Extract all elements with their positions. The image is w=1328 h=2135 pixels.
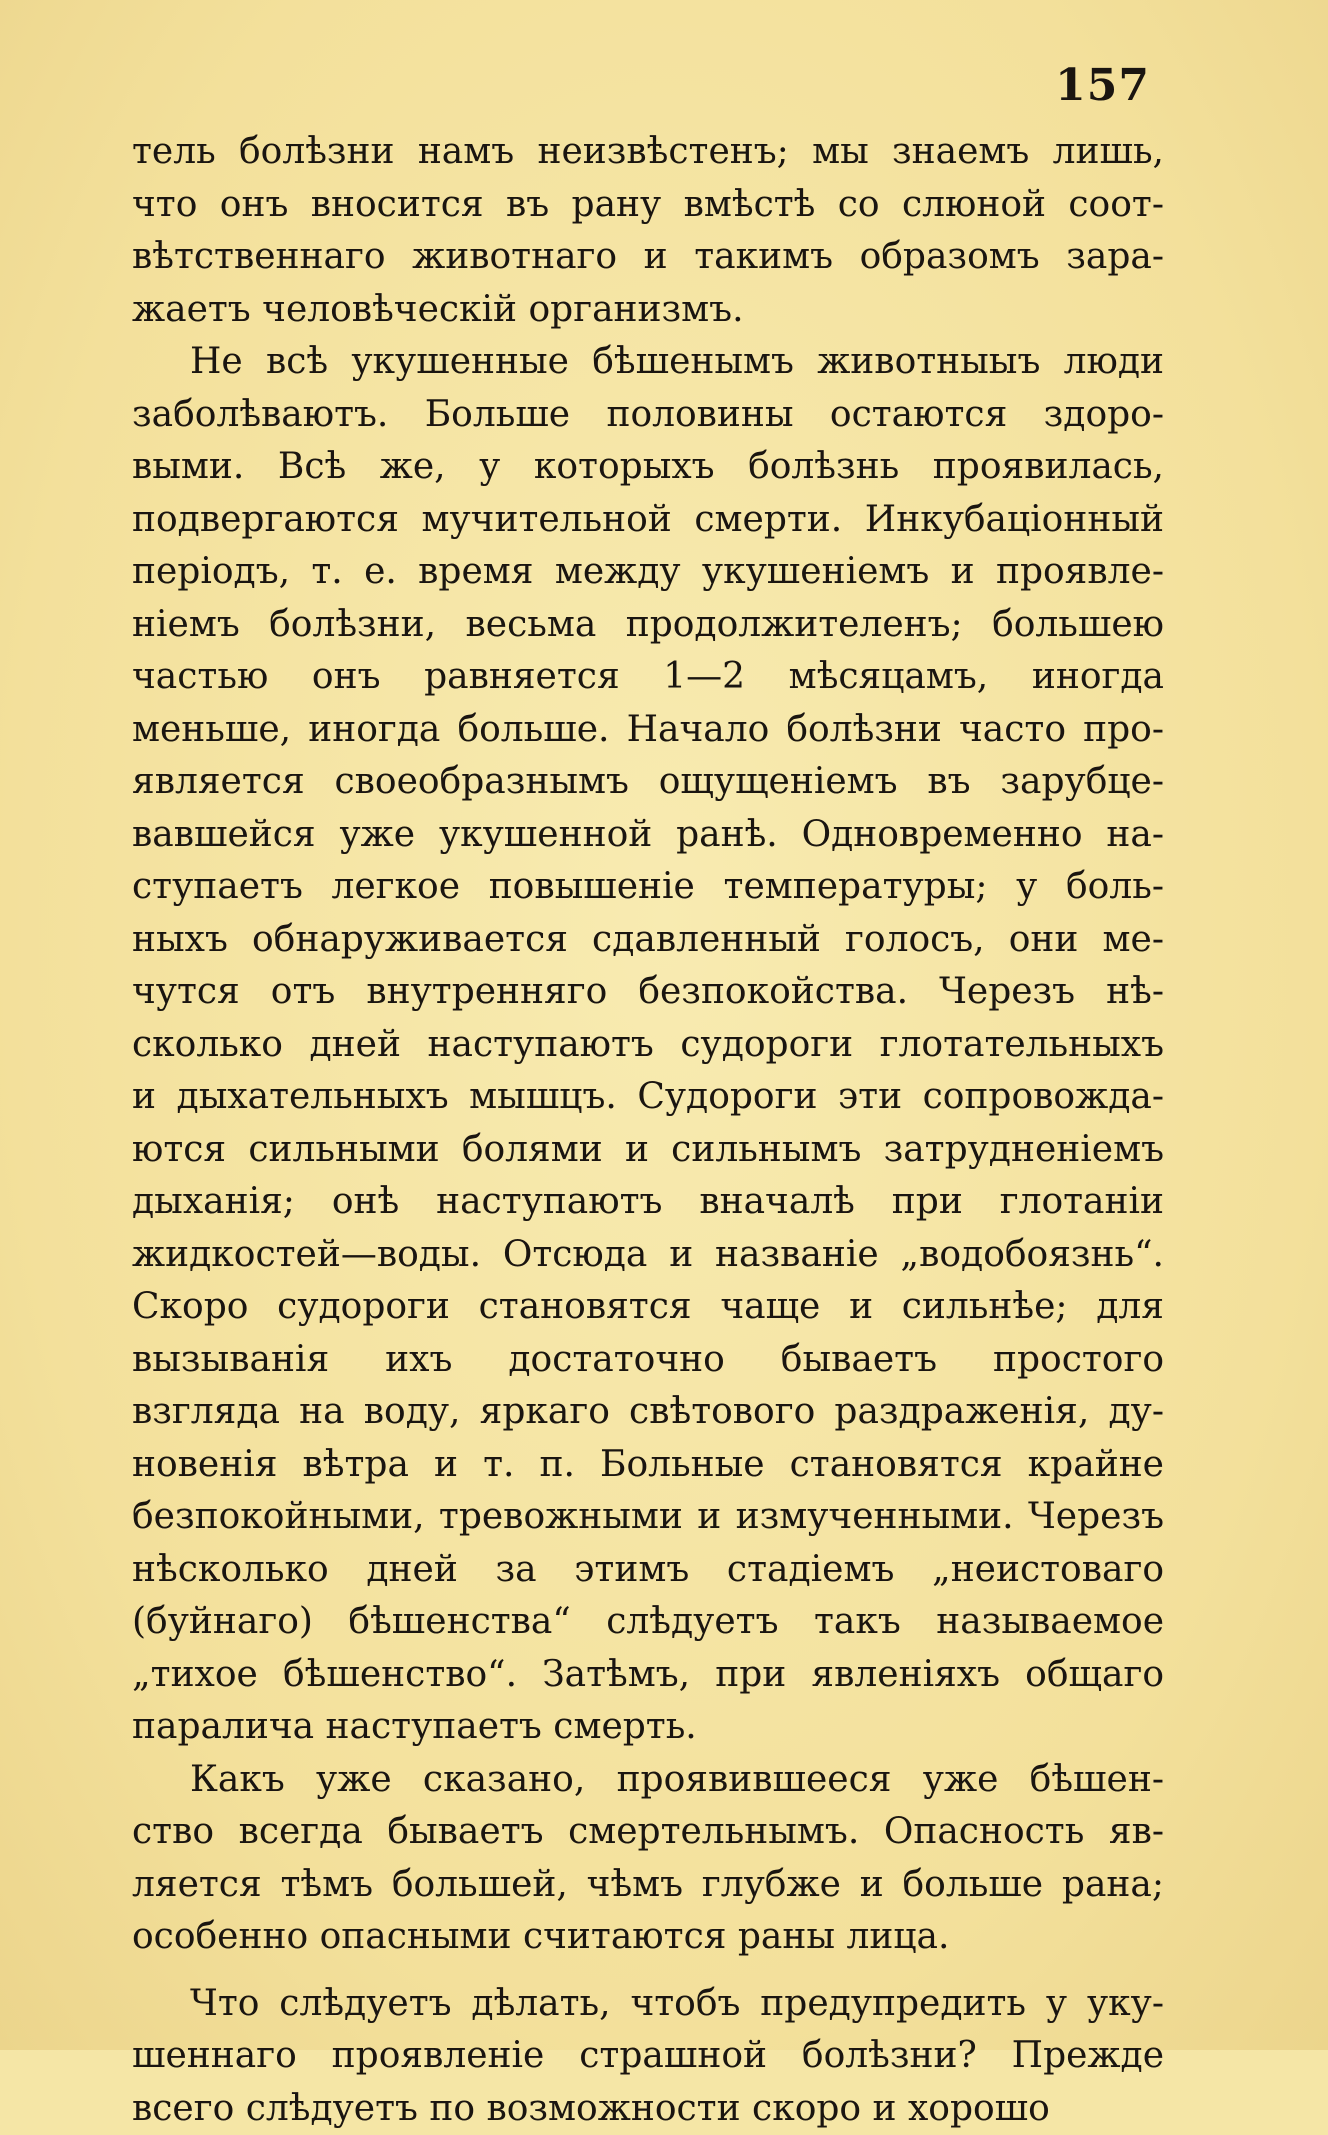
text-line: является своеобразнымъ ощущеніемъ въ зарубце- [132, 756, 1164, 809]
text-line: вѣтственнаго животнаго и такимъ образомъ зара- [132, 231, 1164, 284]
text-line: и дыхательныхъ мышцъ. Судороги эти сопровожда- [132, 1071, 1164, 1124]
paragraph [132, 1754, 1164, 1964]
text-line: Что слѣдуетъ дѣлать, чтобъ предупредить у уку- [132, 1978, 1164, 2031]
paragraph [132, 336, 1164, 1754]
text-line: шеннаго проявленіе страшной болѣзни? Прежде [132, 2030, 1164, 2083]
text-line: Скоро судороги становятся чаще и сильнѣе; для [132, 1281, 1164, 1334]
text-line: тель болѣзни намъ неизвѣстенъ; мы знаемъ лишь, [132, 126, 1164, 179]
text-line: ступаетъ легкое повышеніе температуры; у боль- [132, 861, 1164, 914]
text-line: Какъ уже сказано, проявившееся уже бѣшен- [132, 1754, 1164, 1807]
text-line: „тихое бѣшенство“. Затѣмъ, при явленіяхъ общаго [132, 1649, 1164, 1702]
body-text [132, 126, 1164, 2135]
text-line: подвергаются мучительной смерти. Инкубаціонный [132, 494, 1164, 547]
text-line: новенія вѣтра и т. п. Больные становятся крайне [132, 1439, 1164, 1492]
text-line: дыханія; онѣ наступаютъ вначалѣ при глотаніи [132, 1176, 1164, 1229]
text-line: чутся отъ внутренняго безпокойства. Черезъ нѣ- [132, 966, 1164, 1019]
text-line: всего слѣдуетъ по возможности скоро и хорошо [132, 2083, 1164, 2135]
text-line: безпокойными, тревожными и измученными. Черезъ [132, 1491, 1164, 1544]
page-number: 157 [1055, 60, 1150, 111]
text-line: вавшейся уже укушенной ранѣ. Одновременно на- [132, 809, 1164, 862]
text-line: выми. Всѣ же, у которыхъ болѣзнь проявилась, [132, 441, 1164, 494]
text-line: нѣсколько дней за этимъ стадіемъ „неистоваго [132, 1544, 1164, 1597]
text-line: частью онъ равняется 1—2 мѣсяцамъ, иногда [132, 651, 1164, 704]
text-line: взгляда на воду, яркаго свѣтового раздраженія, ду- [132, 1386, 1164, 1439]
text-line: (буйнаго) бѣшенства“ слѣдуетъ такъ называемое [132, 1596, 1164, 1649]
text-line: ніемъ болѣзни, весьма продолжителенъ; большею [132, 599, 1164, 652]
text-line: паралича наступаетъ смерть. [132, 1701, 1164, 1754]
text-line: жидкостей—воды. Отсюда и названіе „водобоязнь“. [132, 1229, 1164, 1282]
text-line: вызыванія ихъ достаточно бываетъ простого [132, 1334, 1164, 1387]
text-line: что онъ вносится въ рану вмѣстѣ со слюной соот- [132, 179, 1164, 232]
text-line: заболѣваютъ. Больше половины остаются здоро- [132, 389, 1164, 442]
text-line: періодъ, т. е. время между укушеніемъ и проявле- [132, 546, 1164, 599]
text-line: ются сильными болями и сильнымъ затрудненіемъ [132, 1124, 1164, 1177]
text-line: меньше, иногда больше. Начало болѣзни часто про- [132, 704, 1164, 757]
text-line: особенно опасными считаются раны лица. [132, 1911, 1164, 1964]
text-line: ство всегда бываетъ смертельнымъ. Опасность яв- [132, 1806, 1164, 1859]
text-line: ныхъ обнаруживается сдавленный голосъ, они ме- [132, 914, 1164, 967]
text-line: жаетъ человѣческій организмъ. [132, 284, 1164, 337]
text-line: Не всѣ укушенные бѣшенымъ животныыъ люди [132, 336, 1164, 389]
text-line: сколько дней наступаютъ судороги глотательныхъ [132, 1019, 1164, 1072]
paragraph-gap [132, 1964, 1164, 1978]
paragraph [132, 126, 1164, 336]
text-line: ляется тѣмъ большей, чѣмъ глубже и больше рана; [132, 1859, 1164, 1912]
paragraph [132, 1978, 1164, 2135]
